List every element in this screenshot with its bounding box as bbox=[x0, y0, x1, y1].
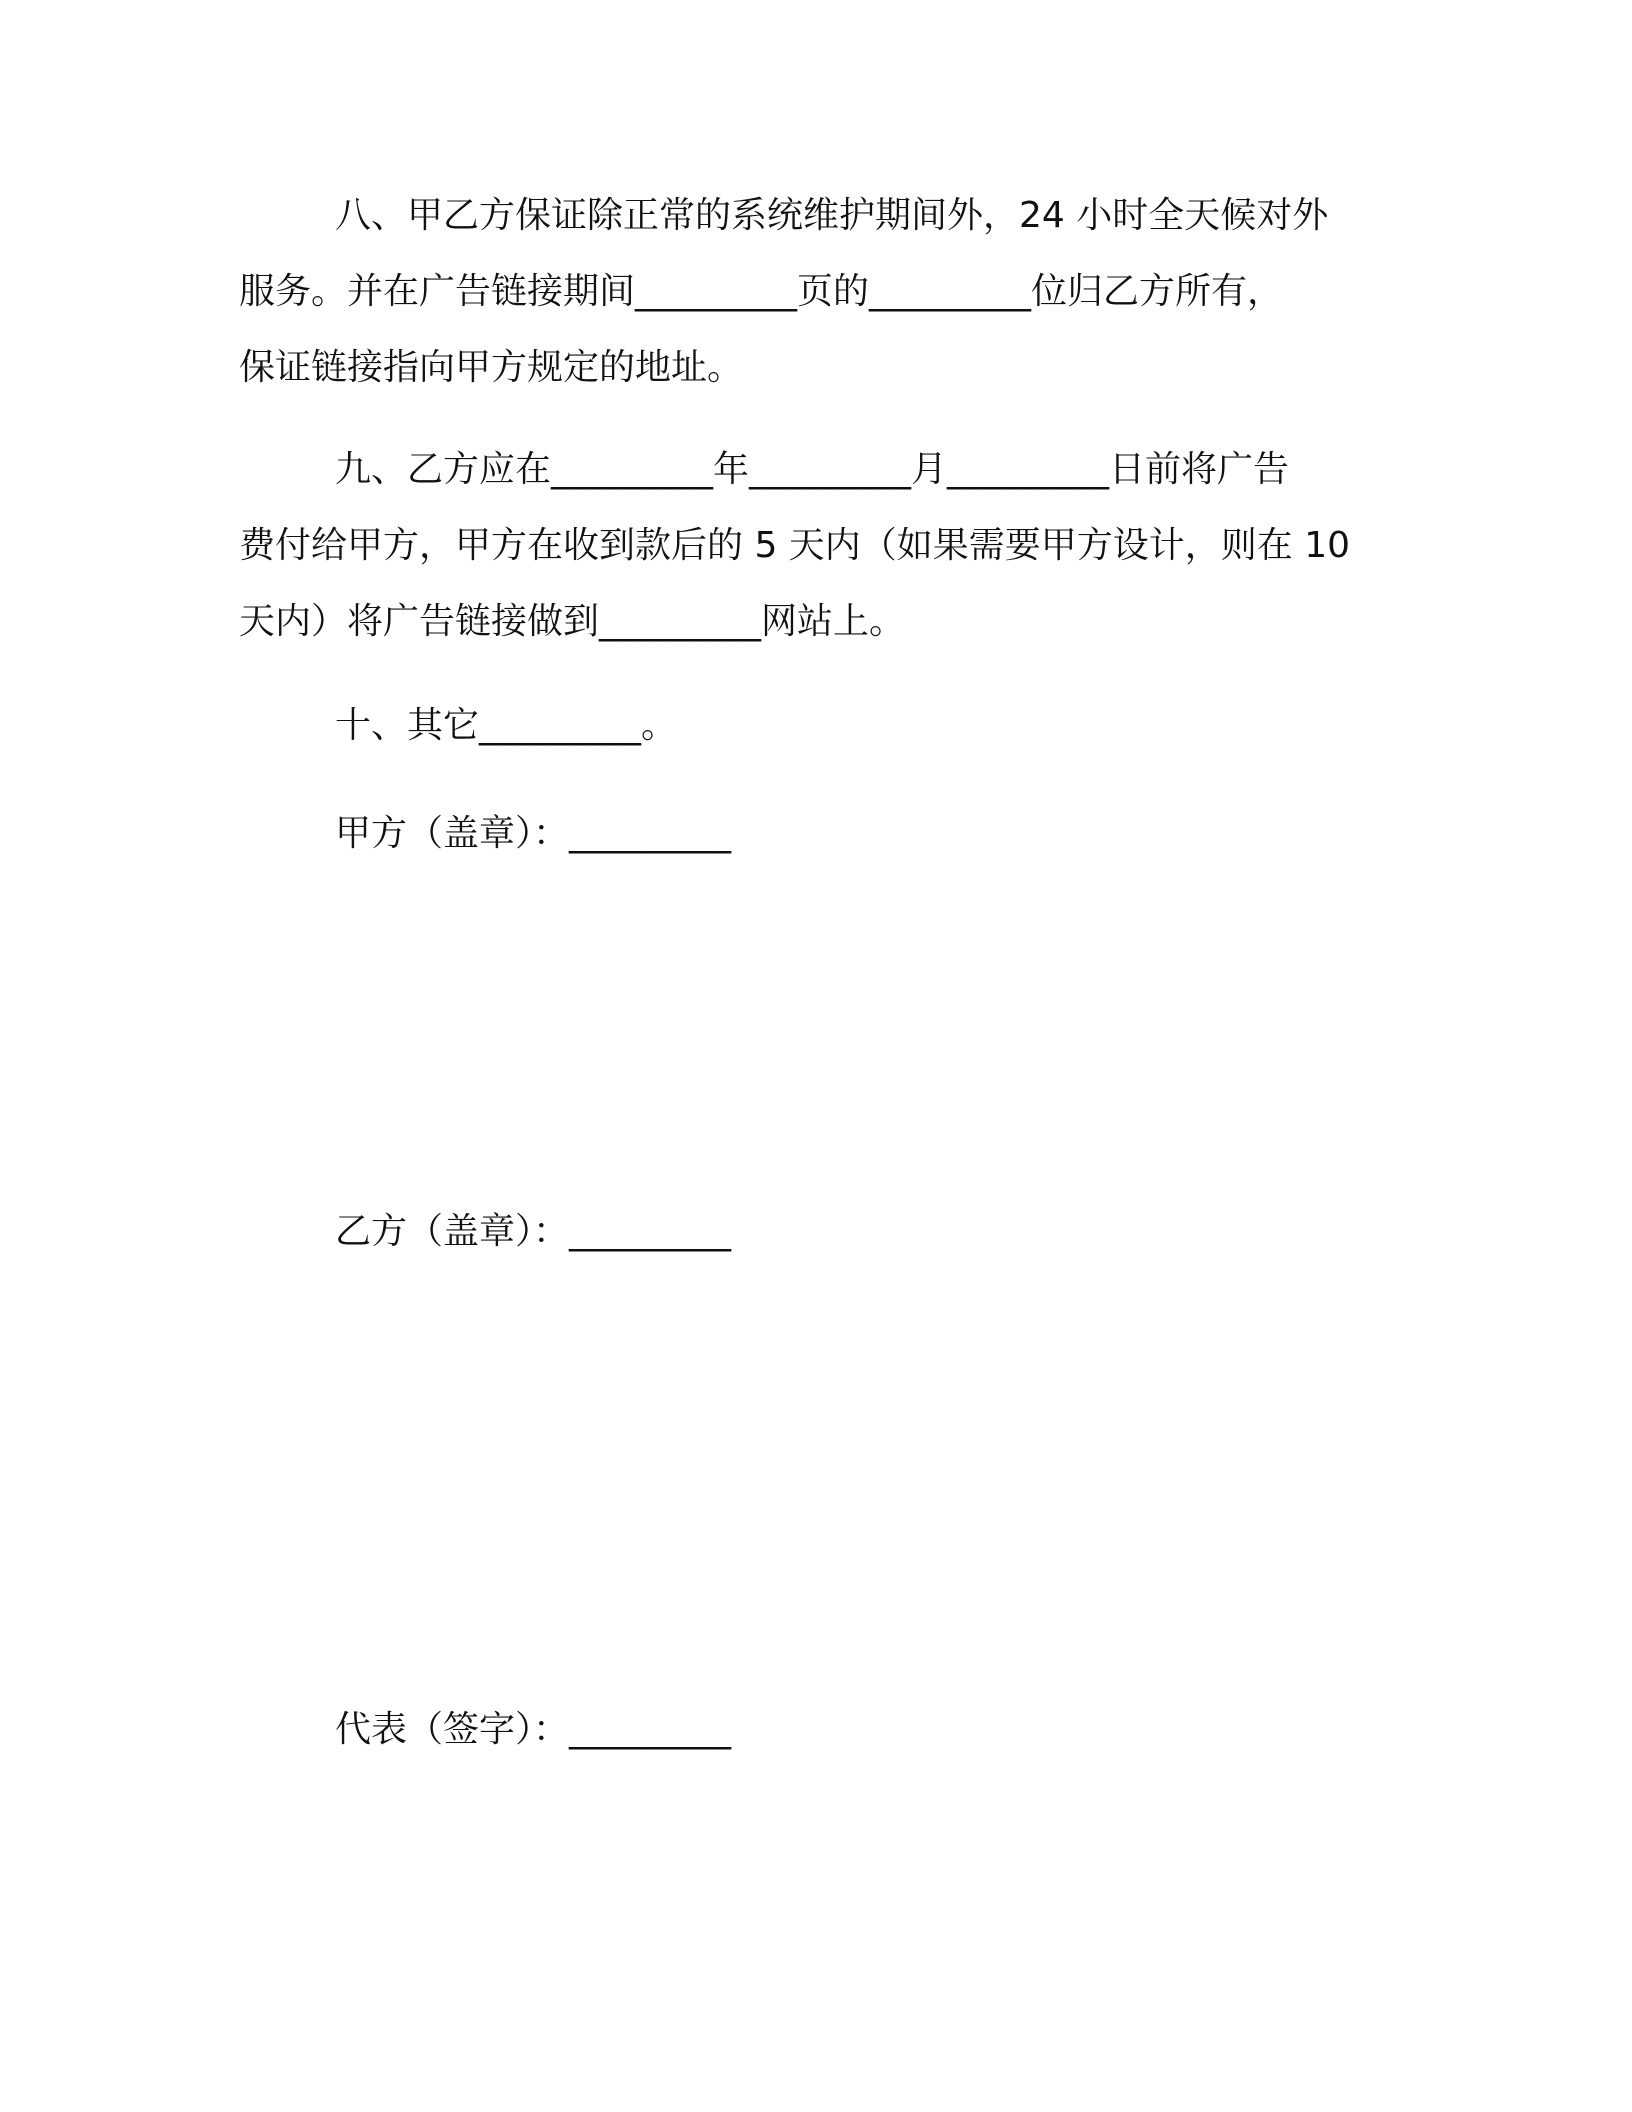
clause-8-line-1: 八、甲乙方保证除正常的系统维护期间外，24 小时全天候对外 bbox=[335, 195, 1329, 236]
party-a-label: 甲方（盖章）： bbox=[335, 813, 570, 854]
clause-10-label: 十、其它 bbox=[335, 705, 480, 746]
clause-10-blank: _________ bbox=[479, 705, 642, 746]
clause-9-text-a: 九、乙方应在 bbox=[335, 449, 552, 490]
clause-9-blank-month: _________ bbox=[749, 449, 912, 490]
clause-9-text-month: 月 bbox=[911, 449, 948, 490]
party-a-seal bbox=[335, 810, 731, 858]
representative-label: 代表（签字）： bbox=[335, 1709, 570, 1750]
representative-blank: _________ bbox=[569, 1709, 732, 1750]
clause-8-text-c: 位归乙方所有， bbox=[1031, 271, 1284, 312]
clause-10-line bbox=[239, 688, 1387, 764]
clause-9-text-d: 日前将广告 bbox=[1109, 449, 1290, 490]
clause-8-text-b: 页的 bbox=[797, 271, 870, 312]
clause-10-end: 。 bbox=[641, 705, 678, 746]
party-b-blank: _________ bbox=[569, 1211, 732, 1252]
clause-8-line-3: 保证链接指向甲方规定的地址。 bbox=[239, 347, 744, 388]
clause-9-line-2: 费付给甲方，甲方在收到款后的 5 天内（如果需要甲方设计，则在 10 bbox=[239, 525, 1351, 566]
clause-9-text-f: 网站上。 bbox=[761, 601, 906, 642]
clause-9-blank-year: _________ bbox=[551, 449, 714, 490]
clause-8-blank-2: _________ bbox=[869, 271, 1032, 312]
clause-9-text-year: 年 bbox=[713, 449, 750, 490]
clause-9-line-1 bbox=[239, 432, 1387, 508]
party-b-seal bbox=[335, 1208, 731, 1256]
clause-8 bbox=[239, 178, 1387, 406]
clause-8-text-a: 服务。并在广告链接期间 bbox=[239, 271, 636, 312]
clause-9-blank-day: _________ bbox=[947, 449, 1110, 490]
clause-8-line-2 bbox=[239, 254, 1387, 330]
party-b-label: 乙方（盖章）： bbox=[335, 1211, 570, 1252]
party-a-blank: _________ bbox=[569, 813, 732, 854]
clause-9-text-e: 天内）将广告链接做到 bbox=[239, 601, 600, 642]
clause-10 bbox=[239, 688, 1387, 764]
clause-9-line-3 bbox=[239, 584, 1387, 660]
clause-8-blank-1: _________ bbox=[635, 271, 798, 312]
representative-signature bbox=[335, 1706, 731, 1754]
clause-9 bbox=[239, 432, 1387, 660]
clause-9-blank-site: _________ bbox=[599, 601, 762, 642]
